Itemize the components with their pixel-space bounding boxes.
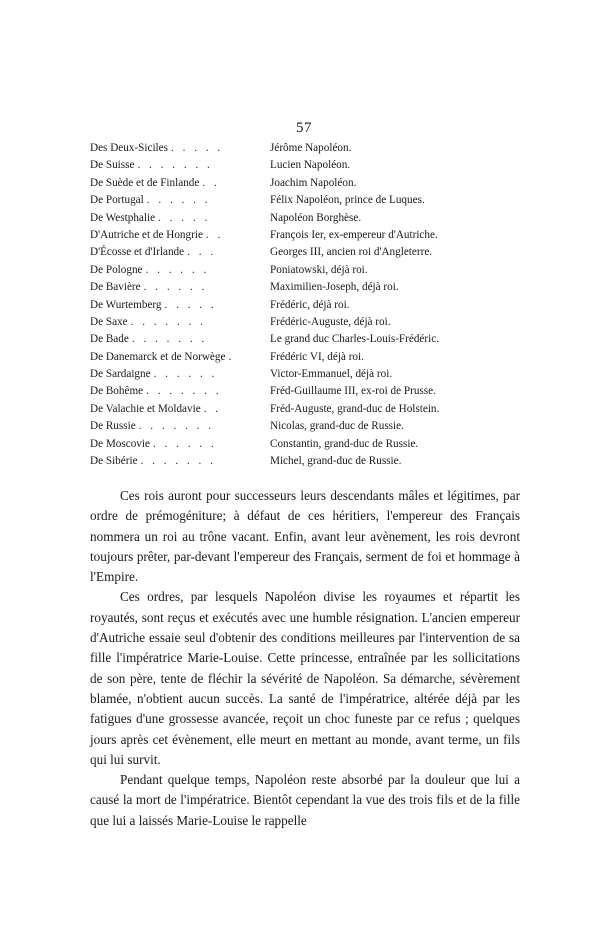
kingdom-row <box>90 227 520 244</box>
kingdom-name <box>90 140 223 157</box>
kingdom-label: De Bohême <box>90 385 144 398</box>
ruler-name: Jérôme Napoléon. <box>270 142 352 154</box>
leader-dots: . . . <box>187 246 217 259</box>
kingdom-label: De Sibérie <box>90 455 138 468</box>
leader-dots: . . . . . . . <box>137 159 213 172</box>
paragraph-mourning: Pendant quelque temps, Napoléon reste absorbé par la douleur que lui a causé la mort de l'impératrice. Bientôt cependant la vue des trois fils et de la fille que lui a laissés Marie-Louise le rappelle <box>90 772 520 828</box>
kingdom-row <box>90 349 520 366</box>
kingdom-label: De Suisse <box>90 159 135 172</box>
leader-dots: . . . . . . <box>153 368 218 381</box>
ruler-name: Georges III, ancien roi d'Angleterre. <box>270 246 433 259</box>
kingdom-label: De Russie <box>90 420 136 433</box>
page-number: 57 <box>296 120 312 136</box>
ruler-name: Joachim Napoléon. <box>270 176 357 189</box>
ruler-name: Poniatowski, déjà roi. <box>270 263 368 276</box>
kingdom-name <box>90 436 217 453</box>
ruler-name: Victor-Emmanuel, déjà roi. <box>270 368 393 381</box>
leader-dots: . <box>228 350 235 363</box>
leader-dots: . . . . . . <box>152 437 217 450</box>
kingdom-label: De Bade <box>90 333 129 346</box>
kingdom-name <box>90 244 216 261</box>
leader-dots: . . . . . . <box>145 263 210 276</box>
kingdom-label: De Portugal <box>90 194 144 207</box>
kingdom-label: De Danemarck et de Norwège <box>90 350 226 363</box>
ruler-name: Le grand duc Charles-Louis-Frédéric. <box>270 333 439 346</box>
kingdom-label: D'Autriche et de Hongrie <box>90 228 203 241</box>
kingdom-row <box>90 157 520 174</box>
kingdom-row <box>90 366 520 383</box>
kingdom-row <box>90 418 520 435</box>
ruler-name: Frédéric, déjà roi. <box>270 298 350 311</box>
leader-dots: . . <box>202 176 220 189</box>
leader-dots: . . . . . . <box>143 281 208 294</box>
kingdom-name <box>90 297 217 314</box>
kingdom-ruler-list <box>90 140 520 470</box>
leader-dots: . . . . . . . <box>146 385 222 398</box>
kingdom-name <box>90 331 207 348</box>
kingdom-name <box>90 279 207 296</box>
kingdom-row <box>90 383 520 400</box>
kingdom-label: Des Deux-Siciles <box>90 142 168 154</box>
kingdom-row <box>90 331 520 348</box>
ruler-name: Frédéric-Auguste, déjà roi. <box>270 315 391 328</box>
kingdom-name <box>90 262 209 279</box>
kingdom-label: De Pologne <box>90 263 143 276</box>
kingdom-label: De Valachie et Moldavie <box>90 402 201 415</box>
ruler-name: Michel, grand-duc de Russie. <box>270 455 402 468</box>
kingdom-row <box>90 453 520 470</box>
ruler-name: Nicolas, grand-duc de Russie. <box>270 420 404 433</box>
kingdom-name <box>90 366 217 383</box>
body-text <box>90 486 520 831</box>
ruler-name: Lucien Napoléon. <box>270 159 351 172</box>
kingdom-name <box>90 192 211 209</box>
leader-dots: . . <box>205 228 224 241</box>
kingdom-row <box>90 244 520 261</box>
kingdom-label: De Moscovie <box>90 437 150 450</box>
kingdom-name <box>90 453 216 470</box>
kingdom-row <box>90 401 520 418</box>
kingdom-label: De Sardaigne <box>90 368 151 381</box>
leader-dots: . . . . . <box>158 211 211 224</box>
kingdom-label: De Suède et de Finlande <box>90 176 200 189</box>
kingdom-row <box>90 140 520 157</box>
kingdom-name <box>90 210 210 227</box>
kingdom-row <box>90 262 520 279</box>
kingdom-name <box>90 157 213 174</box>
leader-dots: . . . . . . . <box>131 333 208 346</box>
kingdom-name <box>90 349 234 366</box>
kingdom-label: D'Écosse et d'Irlande <box>90 246 185 259</box>
ruler-name: Fréd-Auguste, grand-duc de Holstein. <box>270 402 440 415</box>
kingdom-row <box>90 175 520 192</box>
kingdom-row <box>90 210 520 227</box>
leader-dots: . . . . . . . <box>140 455 216 468</box>
kingdom-name <box>90 383 221 400</box>
ruler-name: Félix Napoléon, prince de Luques. <box>270 194 425 207</box>
kingdom-label: De Saxe <box>90 315 128 328</box>
kingdom-name <box>90 418 214 435</box>
paragraph-orders: Ces ordres, par lesquels Napoléon divise les royaumes et répartit les royautés, sont reçus et exécutés avec une humble résignation. L'ancien empereur d'Autriche essaie seul d'obtenir des conditions meilleures par l'intervention de sa fille l'impératrice Marie-Louise. Cette princesse, entraînée par les sollicitations de son père, tente de fléchir la sévérité de Napoléon. Sa démarche, sévèrement blamée, n'obtient aucun succès. La santé de l'impératrice, altérée déjà par les fatigues d'une grossesse avancée, reçoit un choc funeste par ce refus ; quelques jours après cet évènement, elle meurt en mettant au monde, avant terme, un fils qui lui survit. <box>90 589 520 767</box>
kingdom-row <box>90 314 520 331</box>
kingdom-name <box>90 314 206 331</box>
leader-dots: . . . . . . . <box>130 315 206 328</box>
kingdom-name <box>90 175 220 192</box>
paragraph-succession: Ces rois auront pour successeurs leurs descendants mâles et légitimes, par ordre de prémogéniture; à défaut de ces héritiers, l'empereur des Français nommera un roi au trône vacant. Enfin, avant leur avènement, les rois devront toujours prêter, par-devant l'empereur des Français, serment de foi et hommage à l'Empire. <box>90 488 520 585</box>
ruler-name: Maximilien-Joseph, déjà roi. <box>270 281 399 294</box>
kingdom-name <box>90 401 221 418</box>
kingdom-label: De Wurtemberg <box>90 298 162 311</box>
ruler-name: François Ier, ex-empereur d'Autriche. <box>270 228 438 241</box>
leader-dots: . . . . . <box>171 142 224 154</box>
ruler-name: Constantin, grand-duc de Russie. <box>270 437 419 450</box>
leader-dots: . . . . . . <box>146 194 211 207</box>
kingdom-label: De Westphalie <box>90 211 156 224</box>
leader-dots: . . . . . . . <box>138 420 215 433</box>
ruler-name: Fréd-Guillaume III, ex-roi de Prusse. <box>270 385 436 398</box>
leader-dots: . . . . . <box>164 298 217 311</box>
kingdom-name <box>90 227 223 244</box>
ruler-name: Napoléon Borghèse. <box>270 211 362 224</box>
kingdom-label: De Bavière <box>90 281 141 294</box>
ruler-name: Frédéric VI, déjà roi. <box>270 350 364 363</box>
kingdom-row <box>90 297 520 314</box>
kingdom-row <box>90 192 520 209</box>
leader-dots: . . <box>203 402 222 415</box>
kingdom-row <box>90 279 520 296</box>
kingdom-row <box>90 436 520 453</box>
